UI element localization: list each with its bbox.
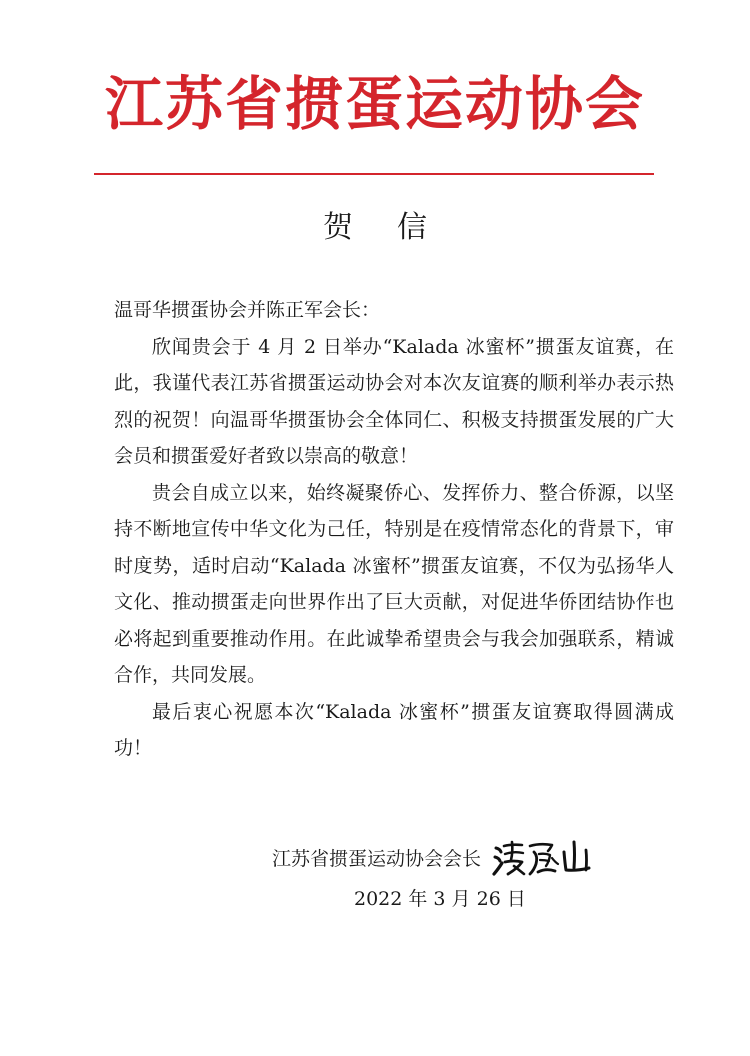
letter-paragraph: 最后衷心祝愿本次“Kalada 冰蜜杯”掼蛋友谊赛取得圆满成功！ (114, 700, 674, 759)
letter-body (114, 292, 674, 767)
letter-title: 贺信 (323, 210, 471, 245)
letterhead-title: 江苏省掼蛋运动协会 (104, 70, 645, 138)
signoff-title: 江苏省掼蛋运动协会会长 (272, 848, 482, 870)
handwritten-signature (492, 838, 592, 880)
letter-paragraph: 贵会自成立以来，始终凝聚侨心、发挥侨力、整合侨源，以坚持不断地宣传中华文化为己任，特别是在疫情常态化的背景下，审时度势，适时启动“Kalada 冰蜜杯”掼蛋友谊赛，不仅为弘扬华人文化、推动掼蛋走向世界作出了巨大贡献，对促进华侨团结协作也必将起到重要推动作用。在此诚挚希望贵会与我会加强联系，精诚合作，共同发展。 (114, 481, 674, 686)
letter-date: 2022 年 3 月 26 日 (354, 888, 526, 910)
letterhead-divider (94, 173, 654, 175)
letter-greeting: 温哥华掼蛋协会并陈正军会长： (114, 299, 381, 321)
signoff-line (272, 838, 592, 880)
letter-paragraph: 欣闻贵会于 4 月 2 日举办“Kalada 冰蜜杯”掼蛋友谊赛，在此，我谨代表江苏省掼蛋运动协会对本次友谊赛的顺利举办表示热烈的祝贺！向温哥华掼蛋协会全体同仁、积极支持掼蛋发展的广大会员和掼蛋爱好者致以崇高的敬意！ (114, 335, 674, 467)
